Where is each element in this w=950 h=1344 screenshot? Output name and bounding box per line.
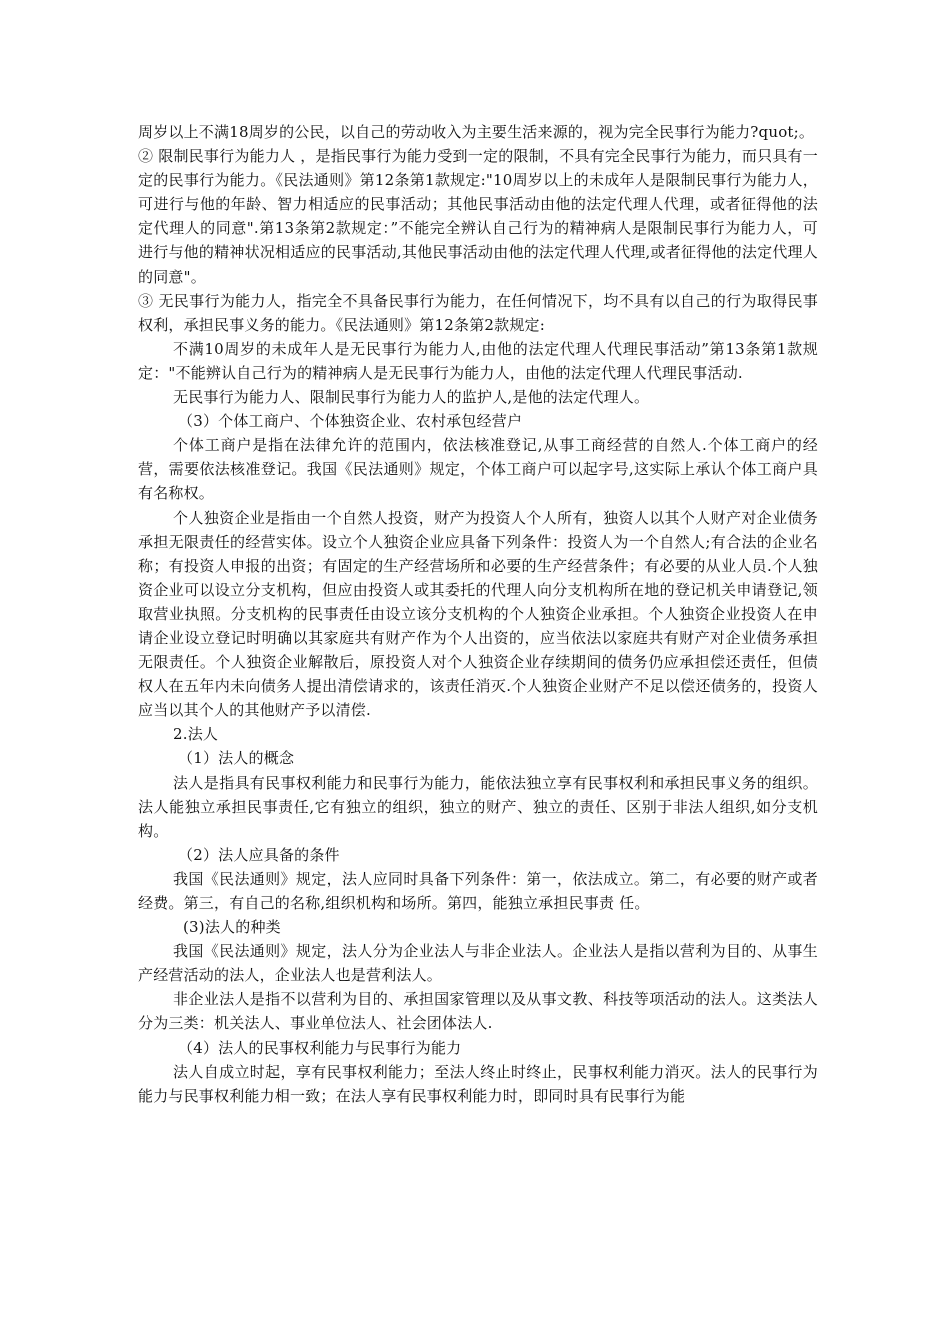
- paragraph-9: 我国《民法通则》规定，法人应同时具备下列条件：第一，依法成立。第二，有必要的财产或者经费。第三，有自己的名称,组织机构和场所。第四，能独立承担民事责 任。: [138, 869, 818, 912]
- paragraph-8: 法人是指具有民事权利能力和民事行为能力，能依法独立享有民事权利和承担民事义务的组织。法人能独立承担民事责任,它有独立的组织，独立的财产、独立的责任、区别于非法人组织,如分支机构。: [138, 773, 818, 840]
- paragraph-2: ② 限制民事行为能力人 ，是指民事行为能力受到一定的限制，不具有完全民事行为能力，而只具有一定的民事行为能力。《民法通则》第12条第1款规定:"10周岁以上的未成年人是限制民事行为能力人，可进行与他的年龄、智力相适应的民事活动；其他民事活动由他的法定代理人代理，或者征得他的法定代理人的同意".第13条第2款规定：”不能完全辨认自己行为的精神病人是限制民事行为能力人，可进行与他的精神状况相适应的民事活动,其他民事活动由他的法定代理人代理,或者征得他的法定代理人的同意"。: [138, 147, 818, 286]
- subheading-3: (3)法人的种类: [183, 918, 281, 937]
- paragraph-10: 我国《民法通则》规定，法人分为企业法人与非企业法人。企业法人是指以营利为目的、从事生产经营活动的法人，企业法人也是营利法人。: [138, 942, 818, 985]
- section-heading-2: 2.法人: [173, 725, 219, 744]
- paragraph-6: 个体工商户是指在法律允许的范围内，依法核准登记,从事工商经营的自然人.个体工商户的经营，需要依法核准登记。我国《民法通则》规定，个体工商户可以起字号,这实际上承认个体工商户具有名称权。: [138, 436, 818, 503]
- paragraph-12: 法人自成立时起，享有民事权利能力；至法人终止时终止，民事权利能力消灭。法人的民事行为能力与民事权利能力相一致；在法人享有民事权利能力时，即同时具有民事行为能: [138, 1062, 818, 1105]
- paragraph-11: 非企业法人是指不以营利为目的、承担国家管理以及从事文教、科技等项活动的法人。这类法人分为三类：机关法人、事业单位法人、社会团体法人.: [138, 990, 818, 1033]
- paragraph-7: 个人独资企业是指由一个自然人投资，财产为投资人个人所有，独资人以其个人财产对企业债务承担无限责任的经营实体。设立个人独资企业应具备下列条件：投资人为一个自然人;有合法的企业名称；有投资人申报的出资；有固定的生产经营场所和必要的生产经营条件；有必要的从业人员.个人独资企业可以设立分支机构，但应由投资人或其委托的代理人向分支机构所在地的登记机关申请登记,领取营业执照。分支机构的民事责任由设立该分支机构的个人独资企业承担。个人独资企业投资人在申请企业设立登记时明确以其家庭共有财产作为个人出资的，应当依法以家庭共有财产对企业债务承担无限责任。个人独资企业解散后，原投资人对个人独资企业存续期间的债务仍应承担偿还责任，但债权人在五年内未向债务人提出清偿请求的，该责任消灭.个人独资企业财产不足以偿还债务的，投资人应当以其个人的其他财产予以清偿.: [138, 508, 818, 720]
- subheading-1: （1）法人的概念: [178, 749, 295, 768]
- paragraph-3: ③ 无民事行为能力人，指完全不具备民事行为能力，在任何情况下，均不具有以自己的行为取得民事权利，承担民事义务的能力。《民法通则》第12条第2款规定:: [138, 291, 818, 334]
- paragraph-4: 不满10周岁的未成年人是无民事行为能力人,由他的法定代理人代理民事活动”第13条第1款规定："不能辨认自己行为的精神病人是无民事行为能力人，由他的法定代理人代理民事活动.: [138, 339, 818, 382]
- document-body: [138, 120, 818, 1108]
- subheading-4: （4）法人的民事权利能力与民事行为能力: [178, 1038, 462, 1057]
- section-heading-3: （3）个体工商户、个体独资企业、农村承包经营户: [178, 412, 523, 431]
- paragraph-1: 周岁以上不满18周岁的公民，以自己的劳动收入为主要生活来源的，视为完全民事行为能力?quot;。: [138, 123, 815, 141]
- paragraph-5: 无民事行为能力人、限制民事行为能力人的监护人,是他的法定代理人。: [173, 388, 650, 407]
- subheading-2: （2）法人应具备的条件: [178, 845, 340, 864]
